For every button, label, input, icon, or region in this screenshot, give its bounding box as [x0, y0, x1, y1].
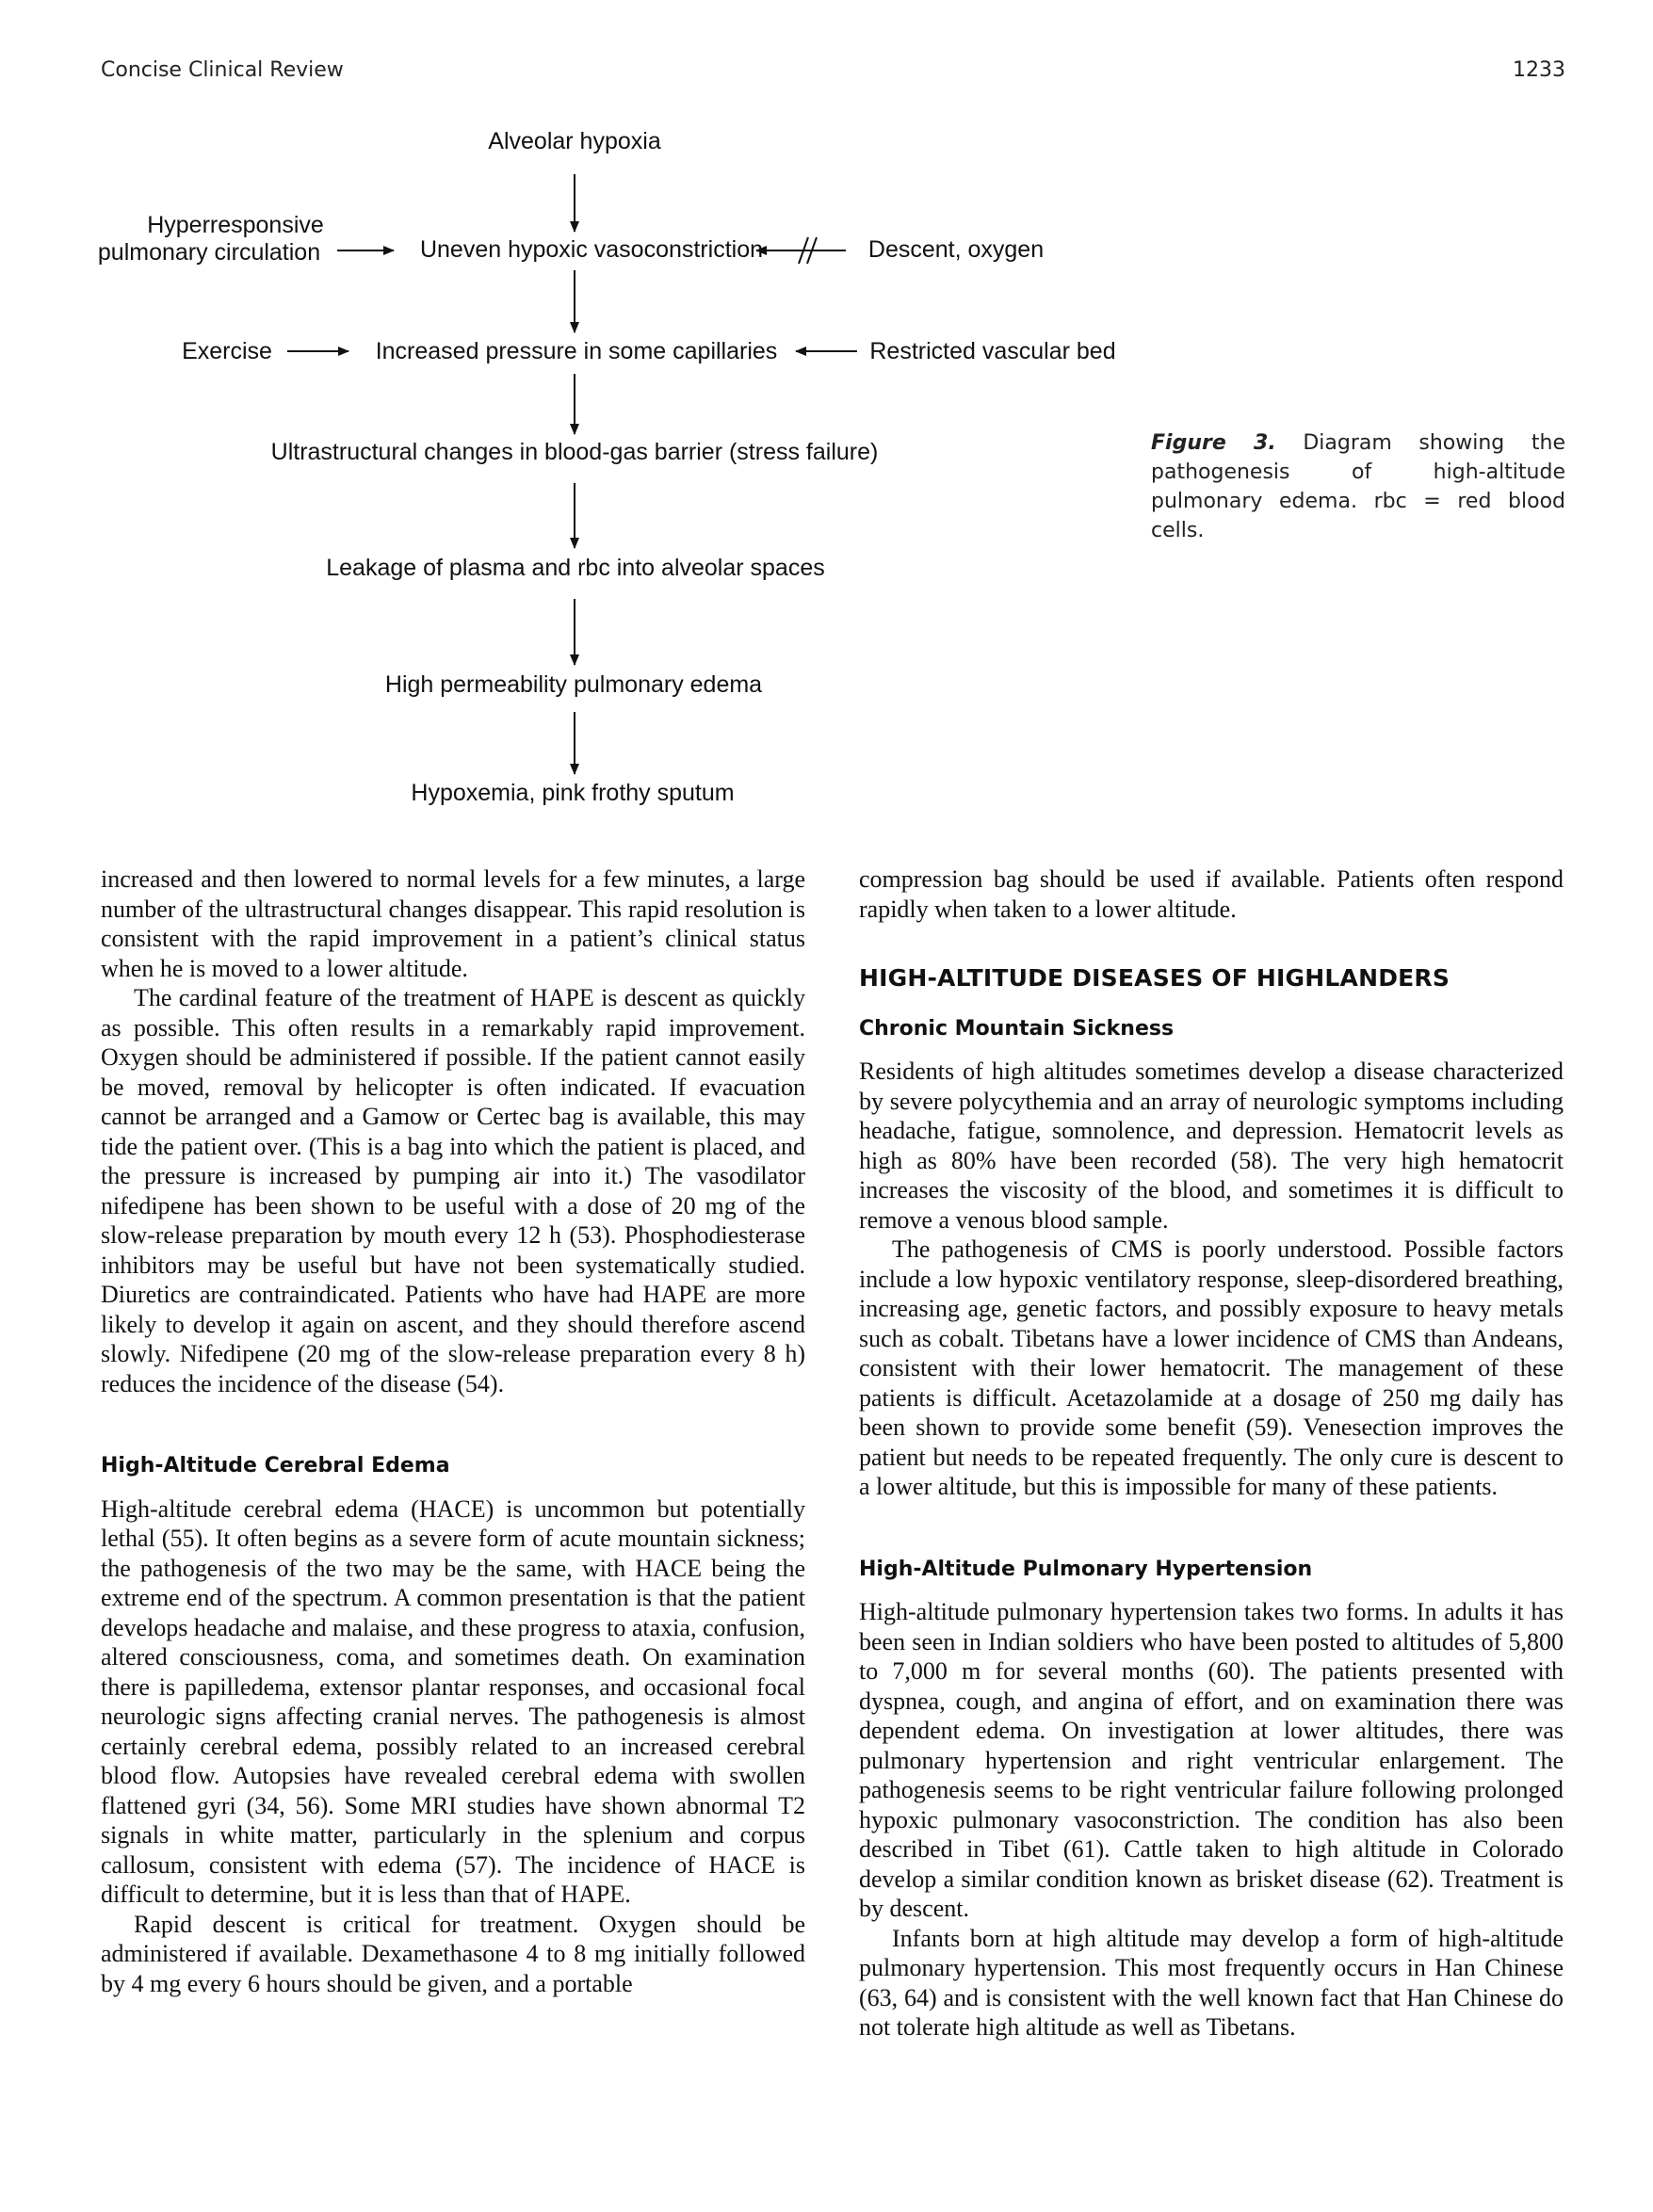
paragraph: Infants born at high altitude may develop a form of high-altitude pulmonary hypertension. This most frequently occurs in Han Chinese (63, 64) and is consistent with the well known fact that Han Chinese do not tolerate high altitude as well as Tibetans.	[859, 1924, 1564, 2041]
node-restricted-bed: Restricted vascular bed	[869, 338, 1116, 364]
figure-caption	[1151, 428, 1565, 545]
paragraph: compression bag should be used if available. Patients often respond rapidly when taken to a lower altitude.	[859, 865, 1564, 923]
paragraph: increased and then lowered to normal levels for a few minutes, a large number of the ultrastructural changes disappear. This rapid resolution is consistent with the rapid improvement in a patient’s clinical status when he is moved to a lower altitude.	[101, 865, 805, 982]
subheading-cms: Chronic Mountain Sickness	[859, 1016, 1175, 1041]
node-exercise: Exercise	[182, 338, 272, 364]
journal-section: Concise Clinical Review	[101, 58, 344, 82]
node-hyperresponsive-line2: pulmonary circulation	[97, 239, 321, 266]
node-hypoxemia: Hypoxemia, pink frothy sputum	[411, 780, 735, 806]
paragraph: High-altitude cerebral edema (HACE) is uncommon but potentially lethal (55). It often begins as a severe form of acute mountain sickness; the pathogenesis of the two may be the same, with HACE being the extreme end of the spectrum. A common presentation is that the patient develops headache and malaise, and these progress to ataxia, confusion, altered consciousness, coma, and sometimes death. On examination there is papilledema, extensor plantar responses, and occasional focal neurologic signs affecting cranial nerves. The pathogenesis is almost certainly cerebral edema, possibly related to an increased cerebral blood flow. Autopsies have revealed cerebral edema with swollen flattened gyri (34, 56). Some MRI studies have shown abnormal T2 signals in white matter, particularly in the splenium and corpus callosum, consistent with edema (57). The incidence of HACE is difficult to determine, but it is less than that of HAPE.	[101, 1494, 805, 1908]
figure-label: Figure 3.	[1151, 431, 1276, 455]
node-increased-pressure: Increased pressure in some capillaries	[375, 338, 778, 364]
node-descent-oxygen: Descent, oxygen	[867, 236, 1045, 263]
node-hyperresponsive-line1: Hyperresponsive	[147, 212, 324, 238]
right-column	[859, 864, 1564, 2042]
node-leakage: Leakage of plasma and rbc into alveolar spaces	[326, 555, 825, 581]
node-ultrastructural: Ultrastructural changes in blood-gas barrier (stress failure)	[270, 439, 879, 465]
subheading-hace: High-Altitude Cerebral Edema	[101, 1454, 450, 1477]
page-number: 1233	[1513, 58, 1565, 82]
figure-caption-text: Diagram showing the pathogenesis of high-altitude pulmonary edema. rbc = red blood cells.	[1151, 431, 1565, 542]
paragraph: Residents of high altitudes sometimes develop a disease characterized by severe polycythemia and an array of neurologic symptoms including headache, fatigue, somnolence, and depression. Hematocrit levels as high as 80% have been recorded (58). The very high hematocrit increases the viscosity of the blood, and sometimes it is difficult to remove a venous blood sample.	[859, 1058, 1564, 1234]
subheading-haph: High-Altitude Pulmonary Hypertension	[859, 1557, 1313, 1581]
node-uneven-vasoconstriction: Uneven hypoxic vasoconstriction	[419, 236, 764, 263]
node-permeability-edema: High permeability pulmonary edema	[384, 671, 763, 698]
paragraph: High-altitude pulmonary hypertension takes two forms. In adults it has been seen in Indian soldiers who have been posted to altitudes of 5,800 to 7,000 m for several months (60). The patients presented with dyspnea, cough, and angina of effort, and on examination there was dependent edema. On investigation at lower altitudes, there was pulmonary hypertension and right ventricular enlargement. The pathogenesis seems to be right ventricular failure following prolonged hypoxic pulmonary vasoconstriction. The condition has also been described in Tibet (61). Cattle taken to high altitude in Colorado develop a similar condition known as brisket disease (62). Treatment is by descent.	[859, 1598, 1564, 1922]
node-alveolar-hypoxia: Alveolar hypoxia	[488, 128, 661, 154]
left-column	[101, 864, 805, 1998]
pathogenesis-diagram	[0, 0, 1653, 848]
paragraph: The cardinal feature of the treatment of HAPE is descent as quickly as possible. This often results in a remarkably rapid improvement. Oxygen should be administered if possible. If the patient cannot easily be moved, removal by helicopter is often indicated. If evacuation cannot be arranged and a Gamow or Certec bag is available, this may tide the patient over. (This is a bag into which the patient is placed, and the pressure is increased by pumping air into it.) The vasodilator nifedipene has been shown to be useful with a dose of 20 mg of the slow-release preparation by mouth every 12 h (53). Phosphodiesterase inhibitors may be useful but have not been systematically studied. Diuretics are contraindicated. Patients who have had HAPE are more likely to develop it again on ascent, and they should therefore ascend slowly. Nifedipene (20 mg of the slow-release preparation every 8 h) reduces the incidence of the disease (54).	[101, 984, 805, 1397]
paragraph: The pathogenesis of CMS is poorly understood. Possible factors include a low hypoxic ventilatory response, sleep-disordered breathing, increasing age, genetic factors, and possibly exposure to heavy metals such as cobalt. Tibetans have a lower incidence of CMS than Andeans, consistent with their lower hematocrit. The management of these patients is difficult. Acetazolamide at a dosage of 250 mg daily has been shown to provide some benefit (59). Venesection improves the patient but needs to be repeated frequently. The only cure is descent to a lower altitude, but this is impossible for many of these patients.	[859, 1235, 1564, 1500]
paragraph: Rapid descent is critical for treatment. Oxygen should be administered if available. Dexamethasone 4 to 8 mg initially followed by 4 mg every 6 hours should be given, and a portable	[101, 1910, 805, 1997]
section-heading: HIGH-ALTITUDE DISEASES OF HIGHLANDERS	[859, 964, 1450, 992]
